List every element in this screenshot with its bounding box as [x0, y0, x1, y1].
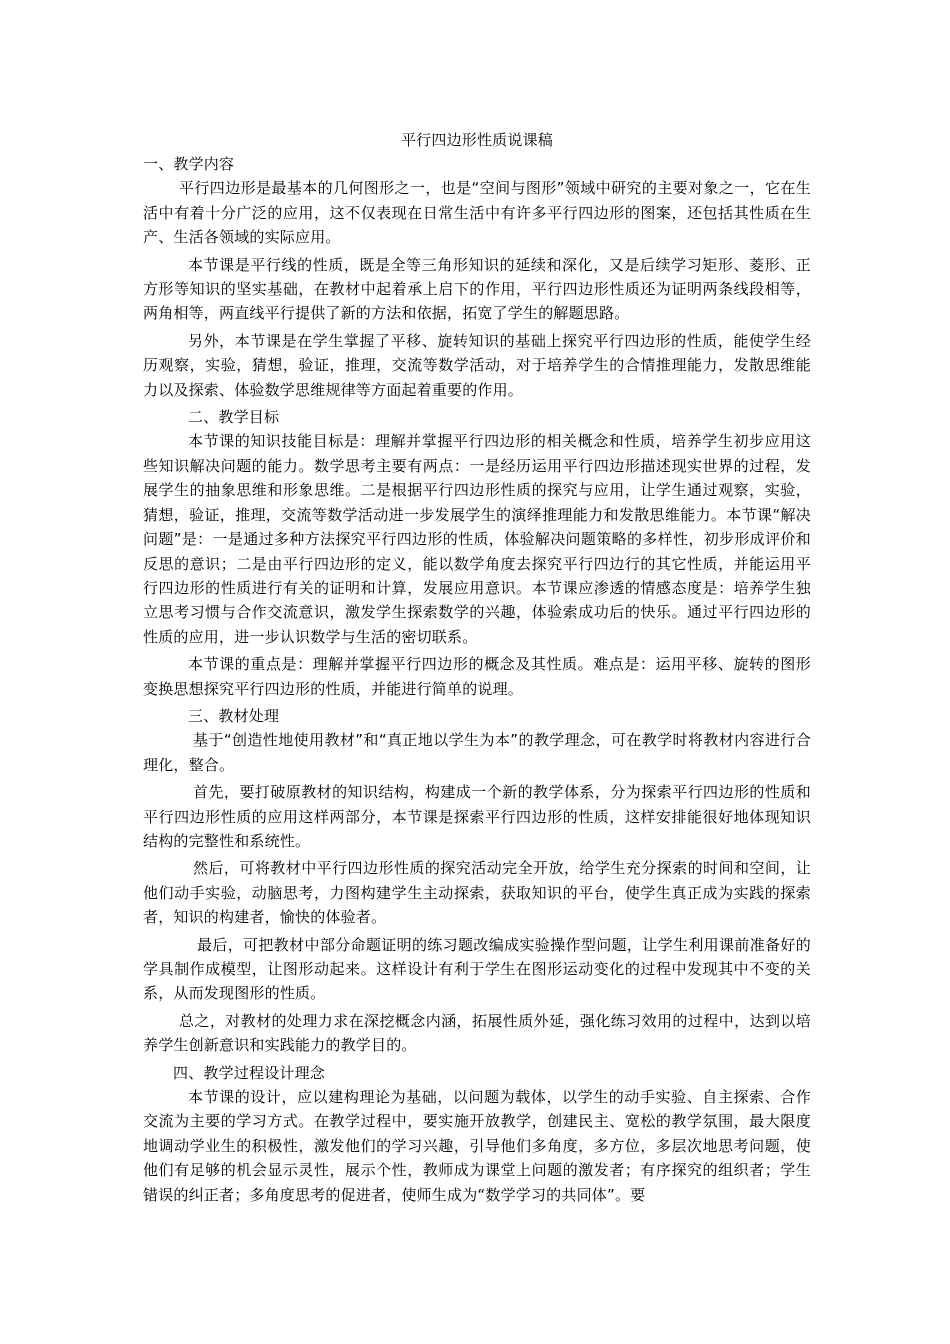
section-heading-textbook-handling: 三、教材处理 — [188, 706, 280, 725]
paragraph: 首先，要打破原教材的知识结构，构建成一个新的教学体系，分为探索平行四边形的性质和平行四边形性质的应用这样两部分，本节课是探索平行四边形的性质，这样安排能很好地体现知识结构的完整性和系统性。 — [143, 783, 811, 850]
paragraph: 总之，对教材的处理力求在深挖概念内涵，拓展性质外延，强化练习效用的过程中，达到以培养学生创新意识和实践能力的教学目的。 — [143, 1011, 811, 1055]
paragraph: 另外，本节课是在学生掌握了平移、旋转知识的基础上探究平行四边形的性质，能使学生经历观察，实验，猜想，验证，推理，交流等数学活动，对于培养学生的合情推理能力，发散思维能力以及探索、体验数学思维规律等方面起着重要的作用。 — [143, 331, 811, 399]
paragraph: 本节课的设计，应以建构理论为基础，以问题为载体，以学生的动手实验、自主探索、合作交流为主要的学习方式。在教学过程中，要实施开放教学，创建民主、宽松的教学氛围，最大限度地调动学业生的积极性，激发他们的学习兴趣，引导他们多角度，多方位，多层次地思考问题，使他们有足够的机会显示灵性，展示个性，教师成为课堂上问题的激发者；有序探究的组织者；学生错误的纠正者；多角度思考的促进者，使师生成为“数学学习的共同体”。要 — [143, 1088, 811, 1204]
paragraph: 最后，可把教材中部分命题证明的练习题改编成实验操作型问题，让学生利用课前准备好的学具制作成模型，让图形动起来。这样设计有利于学生在图形运动变化的过程中发现其中不变的关系，从而发现图形的性质。 — [143, 935, 811, 1003]
section-heading-teaching-goals: 二、教学目标 — [188, 408, 280, 427]
paragraph: 本节课的知识技能目标是：理解并掌握平行四边形的相关概念和性质，培养学生初步应用这些知识解决问题的能力。数学思考主要有两点：一是经历运用平行四边形描述现实世界的过程，发展学生的抽象思维和形象思维。二是根据平行四边形性质的探究与应用，让学生通过观察，实验，猜想，验证，推理，交流等数学活动进一步发展学生的演绎推理能力和发散思维能力。本节课“解决问题”是：一是通过多种方法探究平行四边形的性质，体验解决问题策略的多样性，初步形成评价和反思的意识；二是由平行四边形的定义，能以数学角度去探究平行四边行的其它性质，并能运用平行四边形的性质进行有关的证明和计算，发展应用意识。本节课应渗透的情感态度是：培养学生独立思考习惯与合作交流意识，激发学生探索数学的兴趣，体验索成功后的快乐。通过平行四边形的性质的应用，进一步认识数学与生活的密切联系。 — [143, 432, 811, 646]
section-heading-process-design: 四、教学过程设计理念 — [173, 1063, 326, 1082]
section-heading-teaching-content: 一、教学内容 — [143, 155, 235, 173]
paragraph: 然后，可将教材中平行四边形性质的探究活动完全开放，给学生充分探索的时间和空间，让他们动手实验，动脑思考，力图构建学生主动探索，获取知识的平台，使学生真正成为实践的探索者，知识的构建者，愉快的体验者。 — [143, 859, 811, 927]
document-body — [143, 128, 811, 1210]
page-title: 平行四边形性质说课稿 — [400, 131, 553, 149]
paragraph: 平行四边形是最基本的几何图形之一，也是“空间与图形”领域中研究的主要对象之一，它在生活中有着十分广泛的应用，这不仅表现在日常生活中有许多平行四边形的图案，还包括其性质在生产、生活各领域的实际应用。 — [143, 179, 811, 247]
paragraph: 基于“创造性地使用教材”和“真正地以学生为本”的教学理念，可在教学时将教材内容进行合理化，整合。 — [143, 731, 811, 774]
paragraph: 本节课的重点是：理解并掌握平行四边形的概念及其性质。难点是：运用平移、旋转的图形变换思想探究平行四边形的性质，并能进行简单的说理。 — [143, 655, 811, 698]
paragraph: 本节课是平行线的性质，既是全等三角形知识的延续和深化，又是后续学习矩形、菱形、正方形等知识的坚实基础，在教材中起着承上启下的作用，平行四边形性质还为证明两条线段相等，两角相等，两直线平行提供了新的方法和依据，拓宽了学生的解题思路。 — [143, 255, 811, 323]
